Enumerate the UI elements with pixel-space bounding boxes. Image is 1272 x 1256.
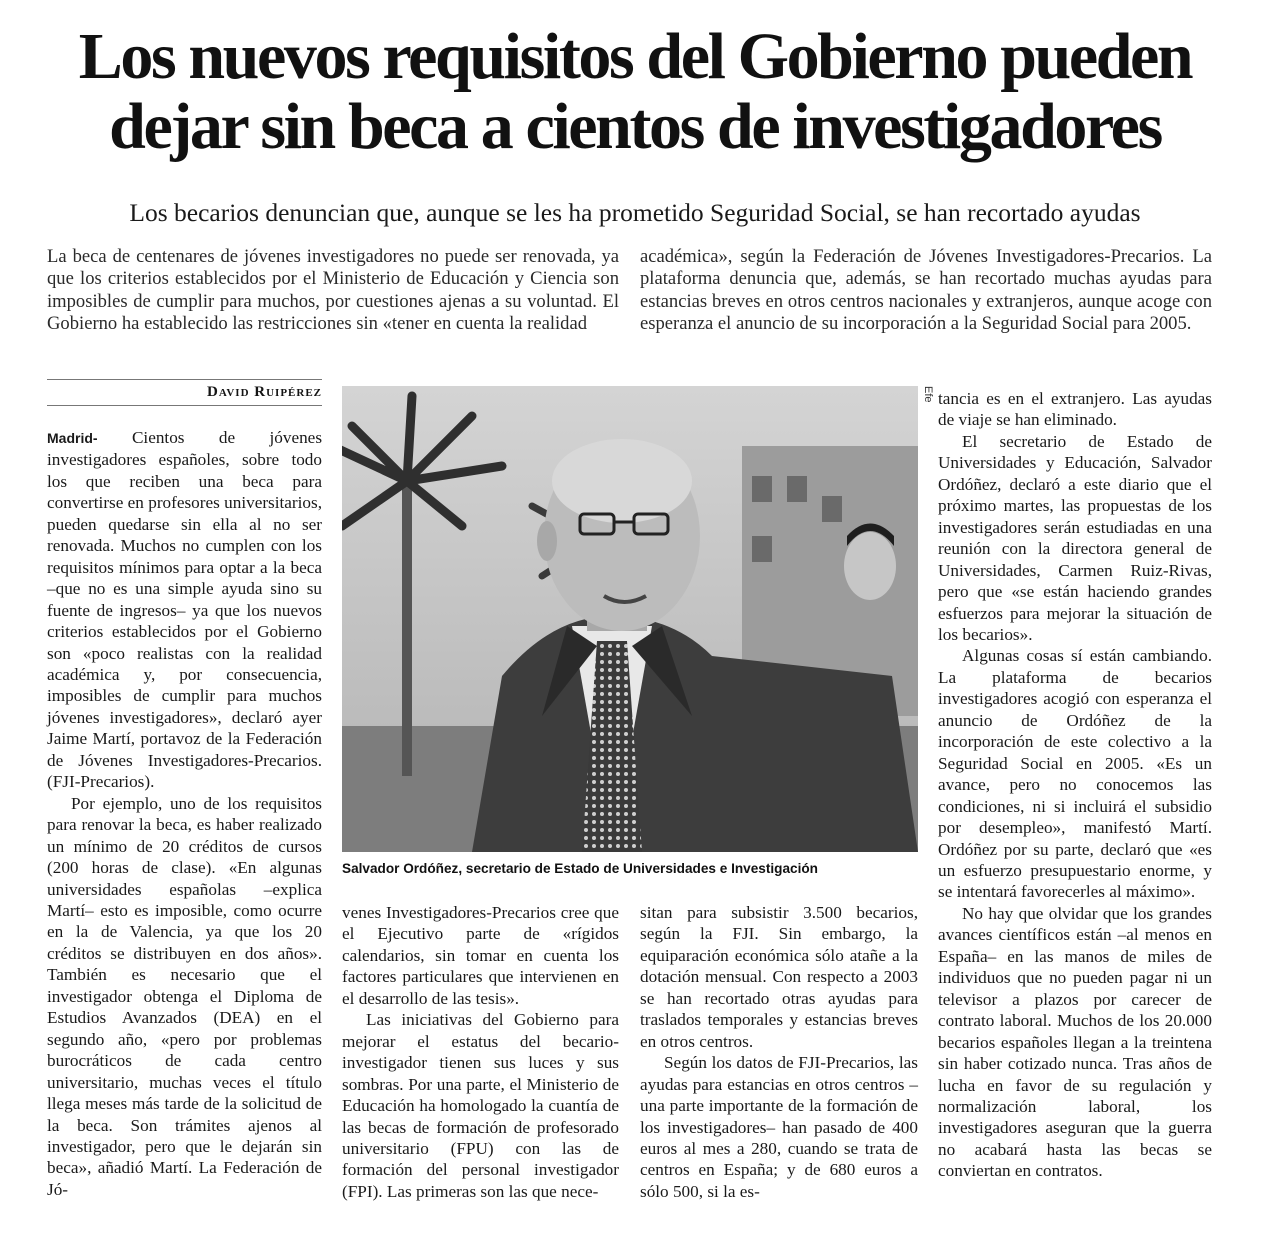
byline: David Ruipérez — [206, 384, 322, 400]
article-paragraph — [47, 427, 322, 793]
divider-rule — [47, 405, 322, 406]
article-column-3 — [640, 902, 918, 1202]
dateline: Madrid- — [47, 430, 98, 446]
photo-illustration — [342, 386, 918, 852]
lead-paragraph-left — [47, 246, 619, 335]
article-column-2 — [342, 902, 619, 1202]
article-paragraph: venes Investigadores-Precarios cree que el Ejecutivo parte de «rígidos calendarios, sin tomar en cuenta los factores particulares que intervienen en el desarrollo de las tesis». — [342, 903, 619, 1008]
divider-rule — [47, 379, 322, 380]
photo-caption: Salvador Ordóñez, secretario de Estado de Universidades e Investigación — [342, 861, 818, 876]
lead-text-left: La beca de centenares de jóvenes investigadores no puede ser renovada, ya que los criterios establecidos por el Ministerio de Educación y Ciencia son imposibles de cumplir para muchos, por cuestiones ajenas a su voluntad. El Gobierno ha establecido las restricciones sin «tener en cuenta la realidad — [47, 246, 619, 334]
article-photo — [342, 386, 918, 852]
paragraph-text: Cientos de jóvenes investigadores españoles, sobre todo los que reciben una beca para convertirse en profesores universitarios, pueden quedarse sin ella al no ser renovada. Muchos no cumplen con los requisitos mínimos para optar a la beca –que no es una simple ayuda sino su fuente de ingresos– ya que los nuevos criterios establecidos por el Gobierno son «poco realistas con la realidad académica y, por consecuencia, imposibles de cumplir para muchos jóvenes investigadores», declaró ayer Jaime Martí, portavoz de la Federación de Jóvenes Investigadores-Precarios. (FJI-Precarios). — [47, 428, 323, 792]
subheadline: Los becarios denuncian que, aunque se les ha prometido Seguridad Social, se han recortado ayudas — [129, 198, 1141, 227]
article-column-1 — [47, 427, 322, 1200]
article-paragraph: No hay que olvidar que los grandes avances científicos están –al menos en España– en las manos de miles de individuos que no pueden pagar ni un televisor a plazos por carecer de contrato laboral. Muchos de los 20.000 becarios españoles llegan a la treintena sin haber cotizado nunca. Tras años de lucha en favor de su regulación y normalización laboral, los investigadores aseguran que la guerra no acabará hasta las becas se conviertan en contratos. — [938, 903, 1212, 1181]
lead-text-right: académica», según la Federación de Jóvenes Investigadores-Precarios. La plataforma denuncia que, además, se han recortado muchas ayudas para estancias breves en otros centros nacionales y extranjeros, aunque acoge con esperanza el anuncio de su incorporación a la Seguridad Social para 2005. — [640, 246, 1212, 334]
article-paragraph: Algunas cosas sí están cambiando. La plataforma de becarios investigadores acogió con esperanza el anuncio de Ordóñez de la incorporación de este colectivo a la Seguridad Social en 2005. «Es un avance, pero no conocemos las condiciones, ni si incluirá el subsidio por desempleo», manifestó Martí. Ordóñez por su parte, declaró que «es un esfuerzo presupuestario enorme, y se intentará favorecerles al máximo». — [938, 646, 1212, 902]
lead-paragraph-right — [640, 246, 1212, 335]
article-paragraph: El secretario de Estado de Universidades y Educación, Salvador Ordóñez, declaró a este diario que el próximo martes, las propuestas de los investigadores serán estudiadas en una reunión con la directora general de Universidades, Carmen Ruiz-Rivas, pero que «se están haciendo grandes esfuerzos para mejorar la situación de los becarios». — [938, 431, 1212, 644]
article-paragraph: sitan para subsistir 3.500 becarios, según la FJI. Sin embargo, la equiparación económica sólo atañe a la dotación mensual. Con respecto a 2003 se han recortado otras ayudas para traslados temporales y estancias breves en otros centros. — [640, 903, 918, 1051]
headline: Los nuevos requisitos del Gobierno pueden dejar sin beca a cientos de investigadores — [78, 20, 1192, 163]
article-column-4 — [938, 388, 1212, 1182]
article-paragraph: Según los datos de FJI-Precarios, las ayudas para estancias en otros centros –una parte importante de la formación de los investigadores– han pasado de 400 euros al mes a 280, cuando se trata de centros en España; y de 680 euros a sólo 500, si la es- — [640, 1053, 918, 1201]
photo-credit: Efe — [922, 386, 934, 403]
article-paragraph: Las iniciativas del Gobierno para mejorar el estatus del becario-investigador tienen sus luces y sus sombras. Por una parte, el Ministerio de Educación ha homologado la cuantía de las becas de formación de profesorado universitario (FPU) con las de formación del personal investigador (FPI). Las primeras son las que nece- — [342, 1010, 619, 1201]
article-paragraph: tancia es en el extranjero. Las ayudas de viaje se han eliminado. — [938, 389, 1212, 430]
article-paragraph: Por ejemplo, uno de los requisitos para renovar la beca, es haber realizado un mínimo de 20 créditos de cursos (200 horas de clase). «En algunas universidades españolas –explica Martí– esto es imposible, como ocurre en la de Valencia, ya que los 20 créditos se distribuyen en dos años». También es necesario que el investigador obtenga el Diploma de Estudios Avanzados (DEA) en el segundo año, «pero por problemas burocráticos de cada centro universitario, muchas veces el título llega meses más tarde de la solicitud de la beca. Son trámites ajenos al investigador, pero que le dejarán sin beca», añadió Martí. La Federación de Jó- — [47, 793, 322, 1199]
